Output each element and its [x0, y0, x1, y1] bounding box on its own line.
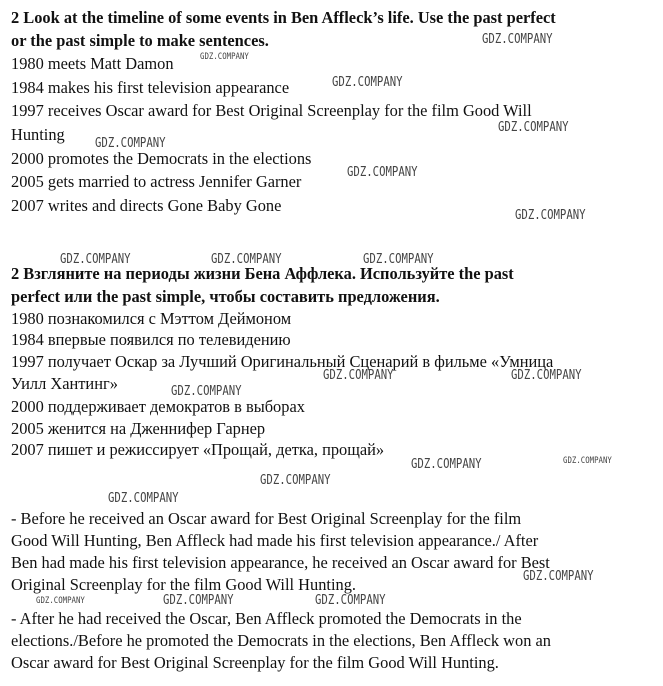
english-event-2005: 2005 gets married to actress Jennifer Garner	[11, 172, 302, 191]
russian-event-2000: 2000 поддерживает демократов в выборах	[11, 397, 305, 416]
answer-1-line-3: Ben had made his first television appearance, he received an Oscar award for Best	[11, 553, 550, 572]
english-heading-line-2: or the past simple to make sentences.	[11, 31, 269, 50]
watermark: GDZ.COMPANY	[347, 165, 418, 180]
russian-event-1997-cont: Уилл Хантинг»	[11, 374, 118, 393]
answer-2-line-3: Oscar award for Best Original Screenplay for the film Good Will Hunting.	[11, 653, 499, 672]
russian-event-1997: 1997 получает Оскар за Лучший Оригинальный Сценарий в фильме «Умница	[11, 352, 554, 371]
watermark: GDZ.COMPANY	[315, 593, 386, 608]
answer-1-line-1: - Before he received an Oscar award for Best Original Screenplay for the film	[11, 509, 522, 528]
watermark: GDZ.COMPANY	[171, 384, 242, 399]
watermark: GDZ.COMPANY	[200, 52, 249, 62]
watermark: GDZ.COMPANY	[332, 75, 403, 90]
english-event-1997-cont: Hunting	[11, 125, 65, 144]
watermark: GDZ.COMPANY	[498, 120, 569, 135]
watermark: GDZ.COMPANY	[323, 368, 394, 383]
answer-1-line-2: Good Will Hunting, Ben Affleck had made his first television appearance./ After	[11, 531, 539, 550]
watermark: GDZ.COMPANY	[108, 491, 179, 506]
russian-heading-line-2: perfect или the past simple, чтобы составить предложения.	[11, 287, 440, 306]
russian-event-1980: 1980 познакомился с Мэттом Деймоном	[11, 309, 292, 328]
watermark: GDZ.COMPANY	[95, 136, 166, 151]
english-event-1980: 1980 meets Matt Damon	[11, 54, 174, 73]
answer-2-line-2: elections./Before he promoted the Democrats in the elections, Ben Affleck won an	[11, 631, 551, 650]
watermark: GDZ.COMPANY	[482, 32, 553, 47]
watermark: GDZ.COMPANY	[36, 596, 85, 606]
russian-event-1984: 1984 впервые появился по телевидению	[11, 330, 291, 349]
watermark: GDZ.COMPANY	[163, 593, 234, 608]
english-event-1984: 1984 makes his first television appearance	[11, 78, 290, 97]
english-heading-line-1: 2 Look at the timeline of some events in Ben Affleck’s life. Use the past perfect	[11, 8, 556, 27]
watermark: GDZ.COMPANY	[523, 569, 594, 584]
answer-2-line-1: - After he had received the Oscar, Ben Affleck promoted the Democrats in the	[11, 609, 522, 628]
watermark: GDZ.COMPANY	[411, 457, 482, 472]
russian-event-2007: 2007 пишет и режиссирует «Прощай, детка, прощай»	[11, 440, 385, 459]
watermark: GDZ.COMPANY	[60, 252, 131, 267]
english-event-1997: 1997 receives Oscar award for Best Original Screenplay for the film Good Will	[11, 101, 532, 120]
english-event-2007: 2007 writes and directs Gone Baby Gone	[11, 196, 282, 215]
russian-heading-line-1: 2 Взгляните на периоды жизни Бена Аффлека. Используйте the past	[11, 264, 514, 283]
watermark: GDZ.COMPANY	[563, 456, 612, 466]
watermark: GDZ.COMPANY	[211, 252, 282, 267]
answer-1-line-4: Original Screenplay for the film Good Will Hunting.	[11, 575, 356, 594]
russian-event-2005: 2005 женится на Дженнифер Гарнер	[11, 419, 266, 438]
watermark: GDZ.COMPANY	[515, 208, 586, 223]
watermark: GDZ.COMPANY	[511, 368, 582, 383]
watermark: GDZ.COMPANY	[363, 252, 434, 267]
english-event-2000: 2000 promotes the Democrats in the elections	[11, 149, 312, 168]
watermark: GDZ.COMPANY	[260, 473, 331, 488]
